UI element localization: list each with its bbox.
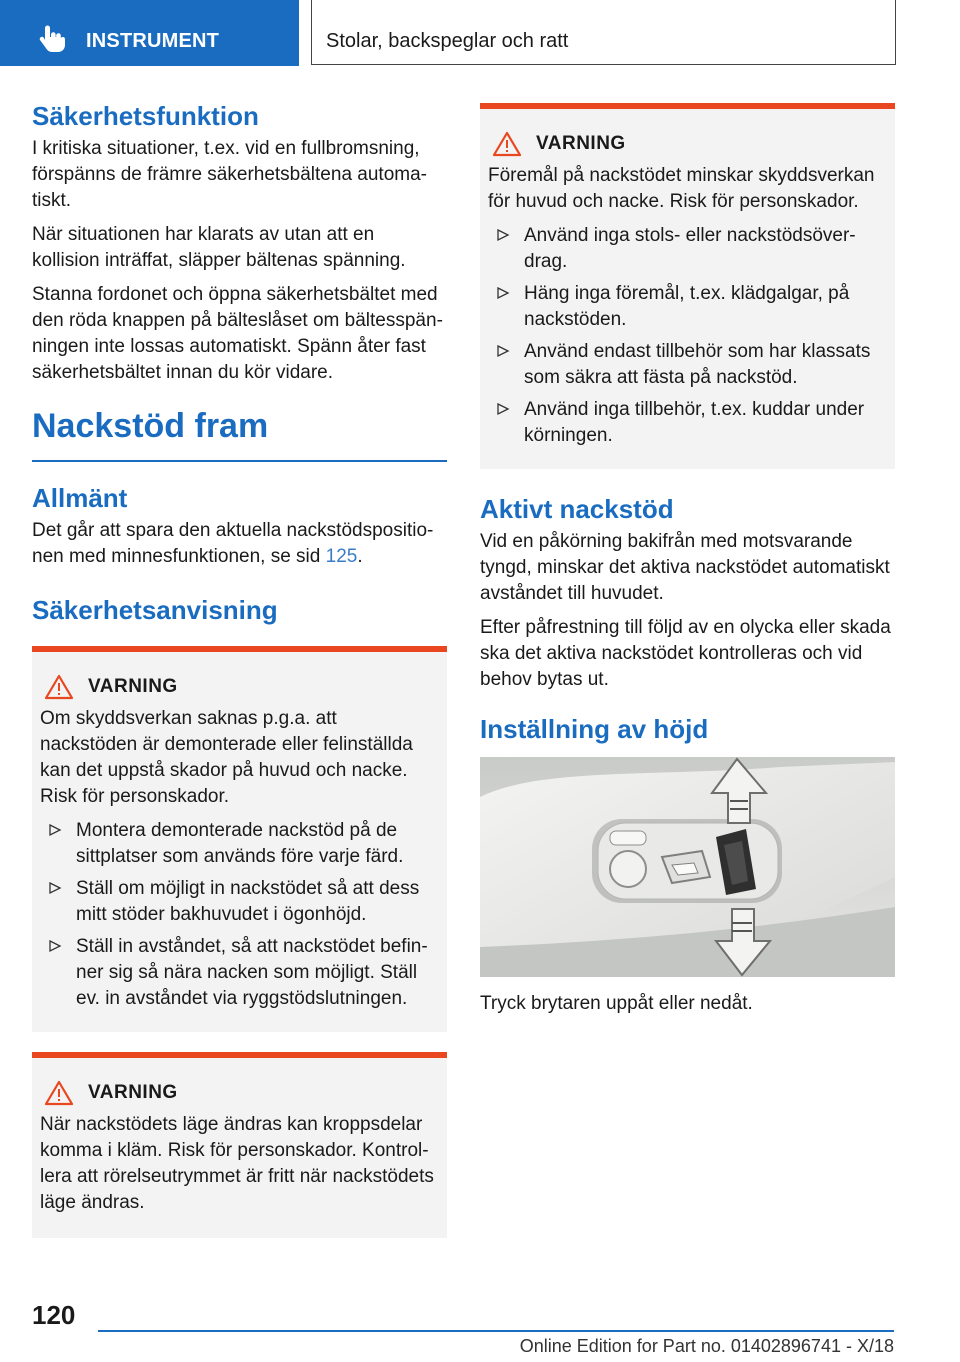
list-item [40, 934, 439, 1012]
right-column [480, 103, 895, 1025]
warning-text: Föremål på nackstödet minskar skyddsverkan för huvud och nacke. Risk för personskador. [488, 165, 875, 212]
active-headrest-heading: Aktivt nackstöd [480, 494, 674, 524]
warning-text: Om skyddsverkan saknas p.g.a. att nackstöden är demonterade eller felinställda kan det uppstå skador på huvud och nacke. Risk för personskador. [40, 707, 413, 807]
list-item-text: Montera demonterade nackstöd på de sittplatser som används före varje färd. [76, 819, 404, 867]
safety-notice-heading: Säkerhetsanvisning [32, 594, 278, 625]
triangle-bullet-icon [48, 935, 62, 957]
warning-box [480, 103, 895, 469]
active-paragraph-2: Efter påfrestning till följd av en olycka eller skada ska det aktiva nackstödet kontrolleras och vid behov bytas ut. [480, 617, 891, 690]
warning-box [32, 1052, 447, 1238]
safety-paragraph-2: När situationen har klarats av utan att en kollision inträffat, släpper bältenas spänning. [32, 224, 406, 271]
general-text: Det går att spara den aktuella nackstödspositionen med minnesfunktionen, se sid [32, 519, 434, 567]
general-text-end: . [357, 545, 363, 567]
section-tab-label: INSTRUMENT [86, 30, 220, 52]
triangle-bullet-icon [48, 819, 62, 841]
warning-list [40, 818, 439, 1012]
page-header [0, 0, 960, 66]
general-heading: Allmänt [32, 482, 128, 513]
triangle-bullet-icon [496, 224, 510, 246]
triangle-bullet-icon [48, 877, 62, 899]
left-column [32, 100, 447, 1258]
safety-function-heading: Säkerhetsfunktion [32, 101, 259, 131]
list-item-text: Ställ in avståndet, så att nackstödet befinner sig så nära nacken som möjligt. Ställ ev. in avståndet via ryggstödslutningen. [76, 935, 428, 1009]
warning-header [44, 1080, 439, 1106]
figure-caption: Tryck brytaren uppåt eller nedåt. [480, 993, 753, 1014]
safety-paragraph-1: I kritiska situationer, t.ex. vid en fullbromsning, förspänns de främre säkerhetsbältena automatiskt. [32, 138, 427, 211]
page-title: Nackstöd fram [32, 407, 269, 445]
seat-switch-illustration-svg [480, 757, 895, 977]
footer-divider [98, 1330, 894, 1332]
section-tab[interactable] [0, 0, 299, 66]
warning-text: När nackstödets läge ändras kan kroppsdelar komma i kläm. Risk för personskador. Kontrollera att rörelseutrymmet är fritt när nackstödets läge ändras. [40, 1113, 434, 1213]
list-item [488, 397, 887, 449]
list-item-text: Häng inga föremål, t.ex. klädgalgar, på nackstöden. [524, 283, 850, 330]
seat-switch-illustration [480, 757, 895, 977]
safety-paragraph-3: Stanna fordonet och öppna säkerhetsbältet med den röda knappen på bälteslåset om bältesspänningen inte lossas automatiskt. Spänn åter fast säkerhetsbältet innan du kör vidare. [32, 284, 443, 383]
triangle-bullet-icon [496, 340, 510, 362]
page-link[interactable]: 125 [325, 545, 358, 567]
list-item [40, 876, 439, 928]
list-item [488, 339, 887, 391]
warning-triangle-icon [492, 131, 522, 157]
warning-header [492, 131, 887, 157]
list-item [488, 223, 887, 275]
list-item-text: Använd inga tillbehör, t.ex. kuddar under körningen. [524, 399, 865, 446]
warning-triangle-icon [44, 674, 74, 700]
active-paragraph-1: Vid en påkörning bakifrån med motsvarande tyngd, minskar det aktiva nackstödet automatiskt avståndet till huvudet. [480, 531, 890, 604]
warning-box [32, 646, 447, 1032]
triangle-bullet-icon [496, 398, 510, 420]
triangle-bullet-icon [496, 282, 510, 304]
breadcrumb-label: Stolar, backspeglar och ratt [326, 30, 569, 52]
list-item-text: Använd inga stols- eller nackstödsöverdrag. [524, 225, 856, 272]
warning-label: VARNING [536, 133, 626, 154]
list-item [40, 818, 439, 870]
general-paragraph [32, 518, 447, 570]
list-item-text: Använd endast tillbehör som har klassats som säkra att fästa på nackstöd. [524, 341, 871, 388]
edition-text: Online Edition for Part no. 01402896741 - X/18 [519, 1336, 894, 1356]
hand-pointer-icon [36, 24, 66, 54]
list-item-text: Ställ om möjligt in nackstödet så att dess mitt stöder bakhuvudet i ögonhöjd. [76, 877, 420, 925]
height-adjustment-heading: Inställning av höjd [480, 714, 709, 744]
warning-list [488, 223, 887, 449]
warning-header [44, 674, 439, 700]
breadcrumb [311, 0, 896, 65]
page-number: 120 [32, 1300, 76, 1330]
warning-triangle-icon [44, 1080, 74, 1106]
warning-label: VARNING [88, 675, 178, 697]
list-item [488, 281, 887, 333]
warning-label: VARNING [88, 1081, 178, 1103]
title-divider [32, 460, 447, 462]
